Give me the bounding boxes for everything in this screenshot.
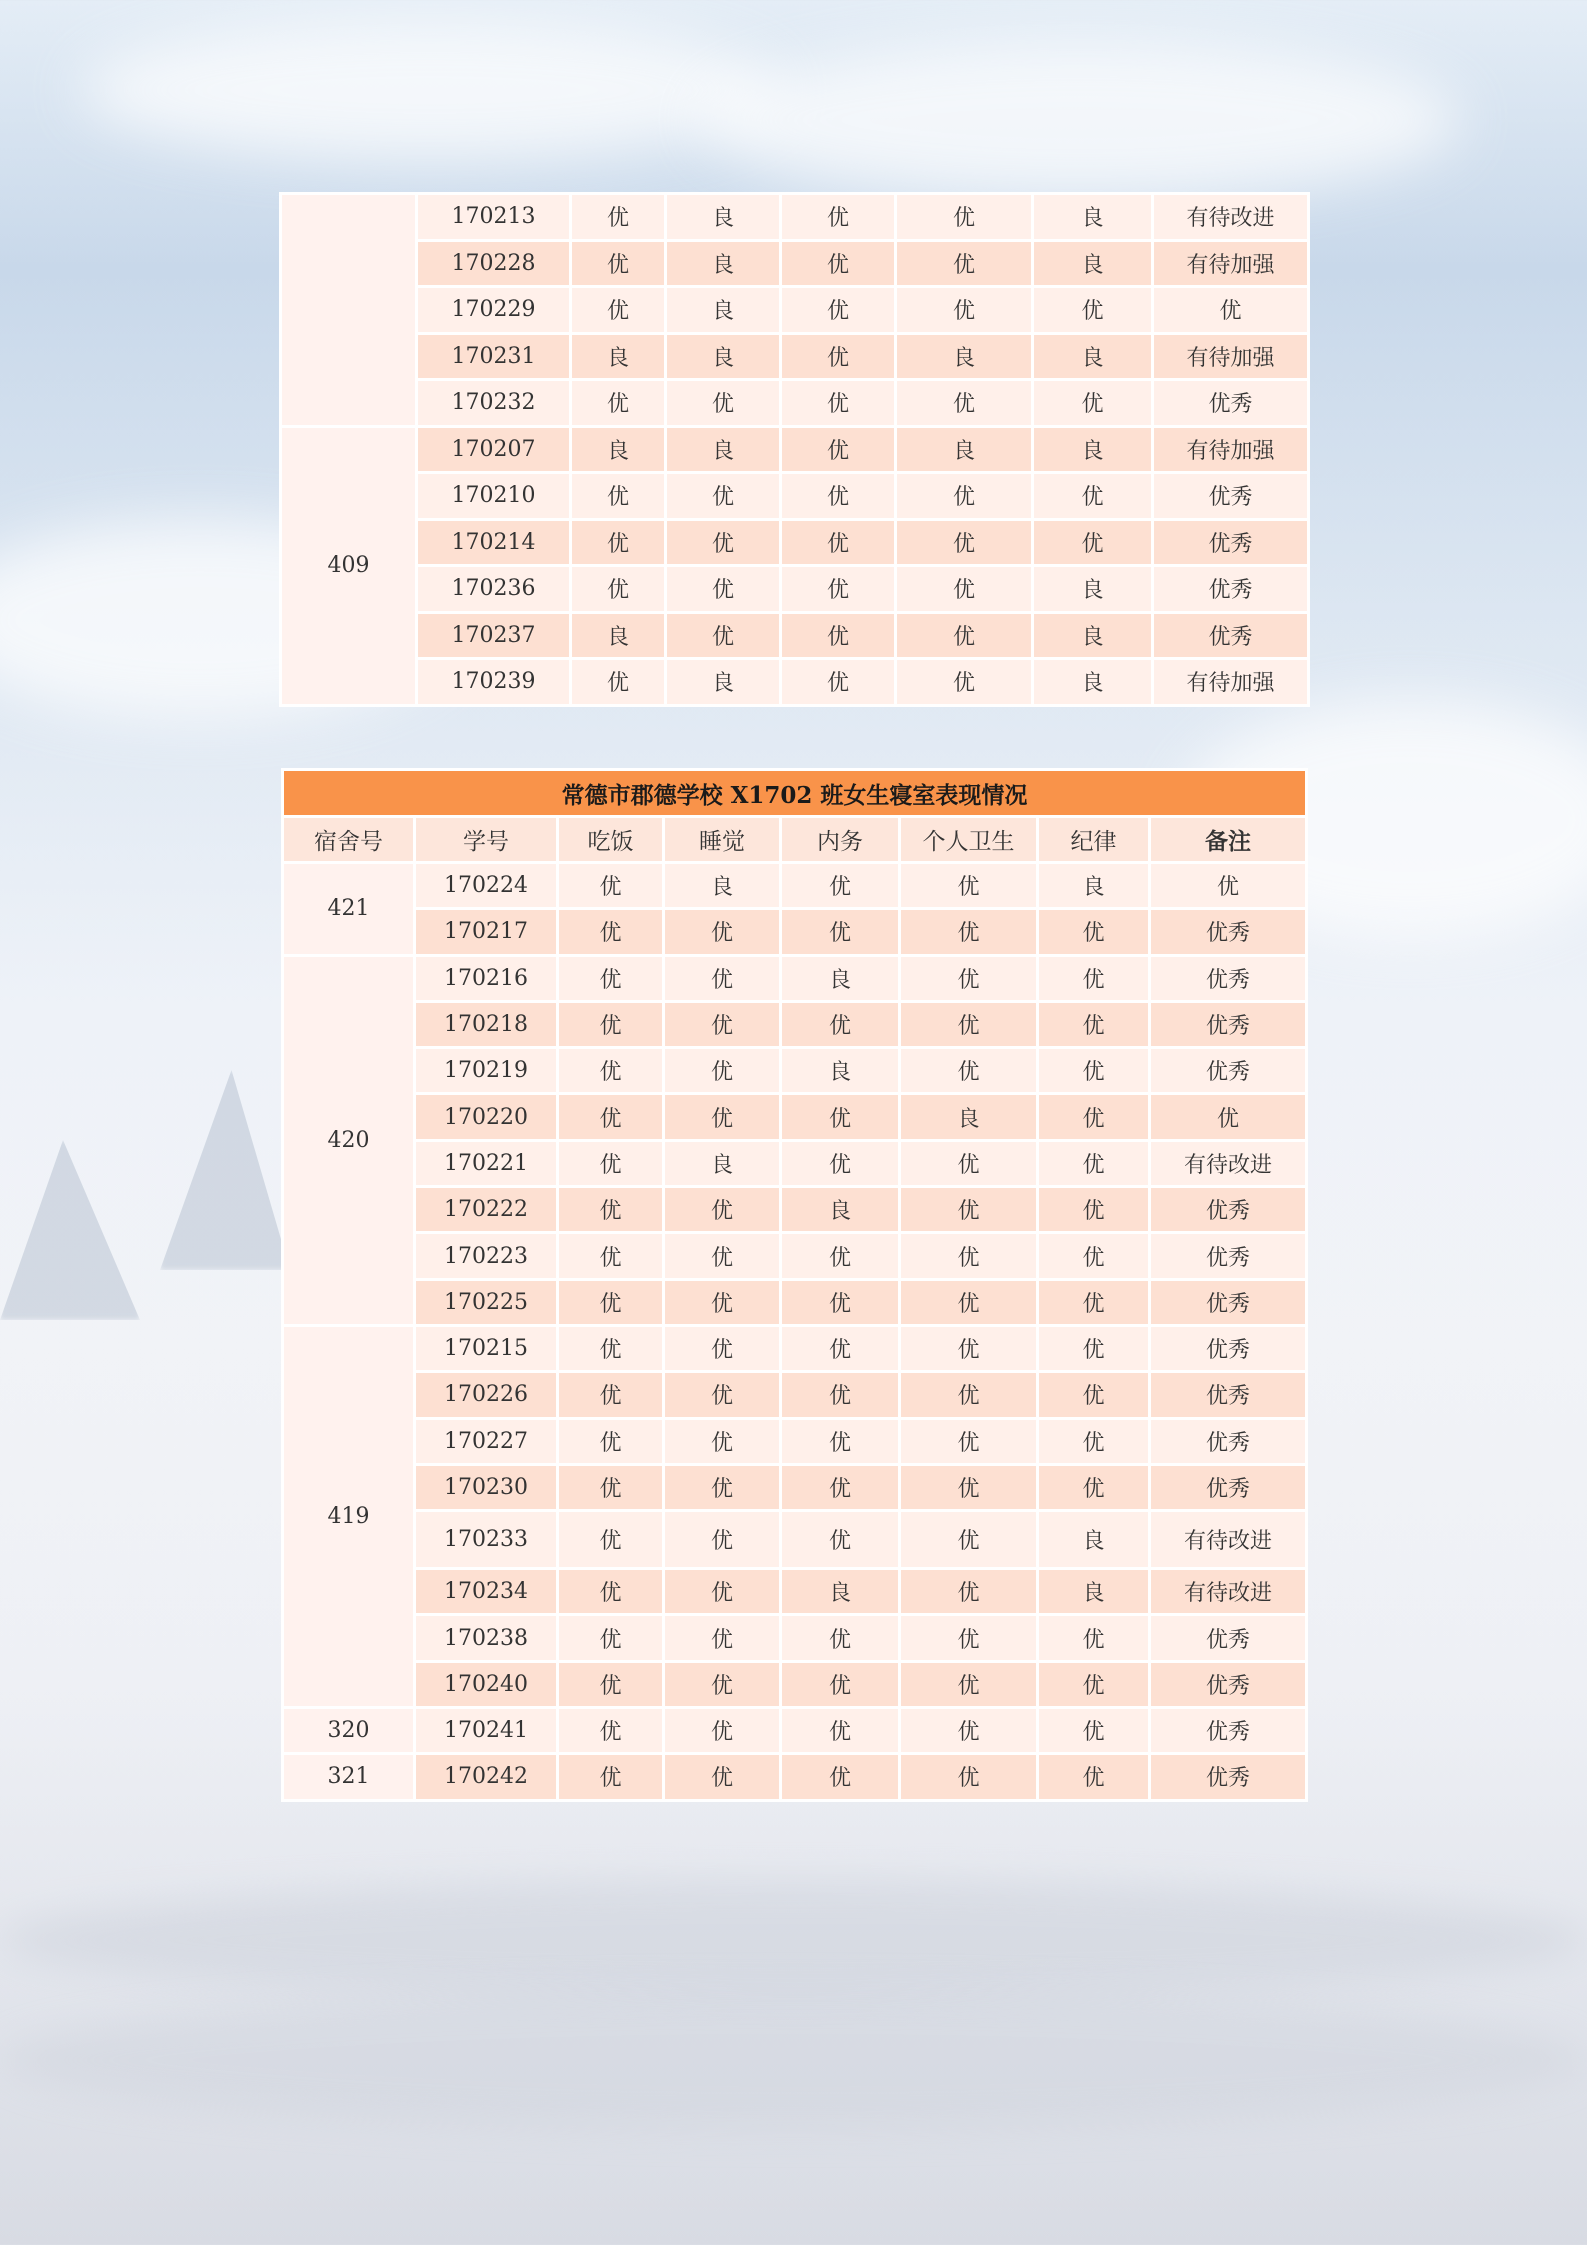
housekeeping-cell: 优 — [781, 1418, 900, 1464]
discipline-cell: 优 — [1038, 1418, 1150, 1464]
discipline-cell: 良 — [1033, 194, 1153, 241]
table-row — [283, 863, 1307, 909]
hygiene-cell: 优 — [896, 240, 1033, 287]
hygiene-cell: 优 — [900, 1615, 1038, 1661]
student-id-cell: 170234 — [415, 1569, 558, 1615]
header-hygiene: 个人卫生 — [900, 817, 1038, 863]
dorm-performance-table — [281, 768, 1308, 1802]
table-row — [281, 519, 1309, 566]
room-number-cell: 409 — [281, 426, 417, 705]
hygiene-cell: 优 — [896, 566, 1033, 613]
housekeeping-cell: 良 — [781, 1048, 900, 1094]
header-student-id: 学号 — [415, 817, 558, 863]
table-row — [283, 1325, 1307, 1371]
sleeping-cell: 优 — [664, 1464, 781, 1510]
dorm-table-continued — [279, 192, 1310, 707]
sleeping-cell: 良 — [666, 659, 781, 706]
hygiene-cell: 良 — [896, 426, 1033, 473]
sleeping-cell: 优 — [664, 1001, 781, 1047]
student-id-cell: 170239 — [417, 659, 571, 706]
hygiene-cell: 优 — [900, 1140, 1038, 1186]
discipline-cell: 良 — [1033, 426, 1153, 473]
eating-cell: 优 — [558, 1661, 664, 1707]
hygiene-cell: 优 — [896, 194, 1033, 241]
hygiene-cell: 优 — [900, 1511, 1038, 1569]
eating-cell: 优 — [571, 473, 666, 520]
remarks-cell: 优 — [1150, 863, 1307, 909]
room-number-cell: 419 — [283, 1325, 415, 1707]
header-discipline: 纪律 — [1038, 817, 1150, 863]
sleeping-cell: 优 — [664, 1661, 781, 1707]
discipline-cell: 良 — [1038, 1569, 1150, 1615]
remarks-cell: 有待改进 — [1150, 1140, 1307, 1186]
room-number-cell: 420 — [283, 955, 415, 1325]
room-number-cell: 320 — [283, 1708, 415, 1754]
table-row — [281, 426, 1309, 473]
table-row — [283, 1464, 1307, 1510]
table-row — [281, 287, 1309, 334]
hygiene-cell: 优 — [900, 1048, 1038, 1094]
eating-cell: 优 — [558, 1372, 664, 1418]
discipline-cell: 优 — [1038, 909, 1150, 955]
eating-cell: 优 — [558, 1569, 664, 1615]
student-id-cell: 170225 — [415, 1279, 558, 1325]
discipline-cell: 优 — [1033, 380, 1153, 427]
eating-cell: 优 — [571, 240, 666, 287]
eating-cell: 优 — [558, 1615, 664, 1661]
student-id-cell: 170223 — [415, 1233, 558, 1279]
sleeping-cell: 优 — [664, 1094, 781, 1140]
sleeping-cell: 优 — [664, 1233, 781, 1279]
housekeeping-cell: 优 — [781, 659, 896, 706]
discipline-cell: 优 — [1033, 473, 1153, 520]
eating-cell: 优 — [558, 1001, 664, 1047]
hygiene-cell: 优 — [900, 1708, 1038, 1754]
discipline-cell: 良 — [1033, 659, 1153, 706]
table-title-row — [283, 770, 1307, 817]
header-sleeping: 睡觉 — [664, 817, 781, 863]
sleeping-cell: 优 — [664, 1372, 781, 1418]
background-mountain — [0, 1140, 140, 1320]
eating-cell: 优 — [571, 287, 666, 334]
hygiene-cell: 优 — [900, 1233, 1038, 1279]
hygiene-cell: 优 — [900, 1279, 1038, 1325]
housekeeping-cell: 良 — [781, 1569, 900, 1615]
remarks-cell: 优秀 — [1150, 1279, 1307, 1325]
hygiene-cell: 优 — [900, 1464, 1038, 1510]
eating-cell: 优 — [558, 1418, 664, 1464]
sleeping-cell: 优 — [664, 1511, 781, 1569]
discipline-cell: 优 — [1038, 1372, 1150, 1418]
table-row — [281, 566, 1309, 613]
discipline-cell: 良 — [1033, 240, 1153, 287]
student-id-cell: 170218 — [415, 1001, 558, 1047]
housekeeping-cell: 优 — [781, 1325, 900, 1371]
table-title: 常德市郡德学校 X1702 班女生寝室表现情况 — [283, 770, 1307, 817]
student-id-cell: 170216 — [415, 955, 558, 1001]
table-row — [281, 333, 1309, 380]
discipline-cell: 优 — [1033, 519, 1153, 566]
sleeping-cell: 优 — [664, 1418, 781, 1464]
student-id-cell: 170217 — [415, 909, 558, 955]
remarks-cell: 优秀 — [1150, 1754, 1307, 1800]
discipline-cell: 良 — [1033, 566, 1153, 613]
hygiene-cell: 优 — [900, 1569, 1038, 1615]
background-mountain — [160, 1070, 290, 1270]
remarks-cell: 优 — [1150, 1094, 1307, 1140]
remarks-cell: 优秀 — [1150, 1708, 1307, 1754]
student-id-cell: 170215 — [415, 1325, 558, 1371]
eating-cell: 优 — [558, 1754, 664, 1800]
table-row — [281, 612, 1309, 659]
table-row — [283, 1048, 1307, 1094]
eating-cell: 优 — [571, 566, 666, 613]
sleeping-cell: 良 — [664, 1140, 781, 1186]
housekeeping-cell: 优 — [781, 566, 896, 613]
sleeping-cell: 优 — [664, 1187, 781, 1233]
remarks-cell: 有待改进 — [1153, 194, 1309, 241]
housekeeping-cell: 优 — [781, 287, 896, 334]
sleeping-cell: 优 — [666, 519, 781, 566]
hygiene-cell: 优 — [896, 519, 1033, 566]
room-number-cell: 421 — [283, 863, 415, 956]
table-row — [283, 1569, 1307, 1615]
sleeping-cell: 优 — [666, 612, 781, 659]
discipline-cell: 优 — [1038, 1615, 1150, 1661]
hygiene-cell: 优 — [900, 1418, 1038, 1464]
eating-cell: 良 — [571, 612, 666, 659]
student-id-cell: 170221 — [415, 1140, 558, 1186]
discipline-cell: 优 — [1038, 1464, 1150, 1510]
housekeeping-cell: 优 — [781, 1094, 900, 1140]
hygiene-cell: 优 — [900, 1661, 1038, 1707]
remarks-cell: 有待改进 — [1150, 1511, 1307, 1569]
table-row — [283, 1372, 1307, 1418]
table-row — [283, 955, 1307, 1001]
table-row — [281, 380, 1309, 427]
student-id-cell: 170237 — [417, 612, 571, 659]
remarks-cell: 优秀 — [1150, 1187, 1307, 1233]
housekeeping-cell: 优 — [781, 333, 896, 380]
sleeping-cell: 优 — [664, 1708, 781, 1754]
eating-cell: 优 — [558, 1233, 664, 1279]
eating-cell: 优 — [571, 380, 666, 427]
hygiene-cell: 优 — [896, 287, 1033, 334]
student-id-cell: 170242 — [415, 1754, 558, 1800]
student-id-cell: 170210 — [417, 473, 571, 520]
table-row — [283, 1001, 1307, 1047]
sleeping-cell: 优 — [664, 909, 781, 955]
eating-cell: 优 — [558, 1048, 664, 1094]
hygiene-cell: 优 — [900, 909, 1038, 955]
eating-cell: 优 — [558, 1325, 664, 1371]
housekeeping-cell: 优 — [781, 1001, 900, 1047]
discipline-cell: 优 — [1038, 1708, 1150, 1754]
student-id-cell: 170207 — [417, 426, 571, 473]
student-id-cell: 170220 — [415, 1094, 558, 1140]
student-id-cell: 170229 — [417, 287, 571, 334]
housekeeping-cell: 优 — [781, 1464, 900, 1510]
sleeping-cell: 优 — [664, 1754, 781, 1800]
remarks-cell: 有待加强 — [1153, 240, 1309, 287]
sleeping-cell: 优 — [666, 380, 781, 427]
sleeping-cell: 良 — [666, 287, 781, 334]
discipline-cell: 优 — [1038, 1094, 1150, 1140]
discipline-cell: 优 — [1038, 1048, 1150, 1094]
table-row — [283, 1661, 1307, 1707]
student-id-cell: 170230 — [415, 1464, 558, 1510]
eating-cell: 优 — [571, 519, 666, 566]
remarks-cell: 优秀 — [1150, 1372, 1307, 1418]
eating-cell: 优 — [558, 1464, 664, 1510]
housekeeping-cell: 优 — [781, 1511, 900, 1569]
hygiene-cell: 优 — [900, 1187, 1038, 1233]
remarks-cell: 有待加强 — [1153, 333, 1309, 380]
table-row — [281, 473, 1309, 520]
table-row — [283, 1418, 1307, 1464]
sleeping-cell: 优 — [664, 955, 781, 1001]
hygiene-cell: 优 — [896, 473, 1033, 520]
housekeeping-cell: 优 — [781, 240, 896, 287]
header-housekeeping: 内务 — [781, 817, 900, 863]
housekeeping-cell: 优 — [781, 1615, 900, 1661]
table-row — [283, 1140, 1307, 1186]
eating-cell: 优 — [571, 659, 666, 706]
student-id-cell: 170241 — [415, 1708, 558, 1754]
hygiene-cell: 优 — [900, 863, 1038, 909]
discipline-cell: 优 — [1038, 1279, 1150, 1325]
remarks-cell: 有待加强 — [1153, 426, 1309, 473]
hygiene-cell: 优 — [900, 1372, 1038, 1418]
eating-cell: 优 — [558, 1511, 664, 1569]
remarks-cell: 优秀 — [1153, 566, 1309, 613]
housekeeping-cell: 优 — [781, 1661, 900, 1707]
student-id-cell: 170238 — [415, 1615, 558, 1661]
discipline-cell: 良 — [1038, 1511, 1150, 1569]
eating-cell: 优 — [558, 1140, 664, 1186]
sleeping-cell: 良 — [664, 863, 781, 909]
hygiene-cell: 优 — [900, 955, 1038, 1001]
remarks-cell: 优秀 — [1150, 1615, 1307, 1661]
student-id-cell: 170219 — [415, 1048, 558, 1094]
remarks-cell: 优秀 — [1153, 380, 1309, 427]
housekeeping-cell: 优 — [781, 863, 900, 909]
hygiene-cell: 优 — [896, 612, 1033, 659]
remarks-cell: 优秀 — [1150, 1325, 1307, 1371]
discipline-cell: 良 — [1033, 612, 1153, 659]
sleeping-cell: 优 — [666, 473, 781, 520]
housekeeping-cell: 良 — [781, 1187, 900, 1233]
remarks-cell: 优秀 — [1153, 612, 1309, 659]
housekeeping-cell: 优 — [781, 1140, 900, 1186]
remarks-cell: 优秀 — [1150, 909, 1307, 955]
remarks-cell: 优秀 — [1150, 955, 1307, 1001]
remarks-cell: 有待改进 — [1150, 1569, 1307, 1615]
student-id-cell: 170232 — [417, 380, 571, 427]
discipline-cell: 优 — [1038, 955, 1150, 1001]
housekeeping-cell: 优 — [781, 1372, 900, 1418]
housekeeping-cell: 优 — [781, 1279, 900, 1325]
hygiene-cell: 优 — [896, 659, 1033, 706]
header-remarks: 备注 — [1150, 817, 1307, 863]
table-row — [281, 240, 1309, 287]
room-number-cell — [281, 194, 417, 427]
discipline-cell: 良 — [1038, 863, 1150, 909]
hygiene-cell: 优 — [900, 1001, 1038, 1047]
discipline-cell: 优 — [1038, 1140, 1150, 1186]
housekeeping-cell: 优 — [781, 380, 896, 427]
remarks-cell: 优秀 — [1150, 1418, 1307, 1464]
table-header-row — [283, 817, 1307, 863]
student-id-cell: 170214 — [417, 519, 571, 566]
student-id-cell: 170233 — [415, 1511, 558, 1569]
sleeping-cell: 优 — [666, 566, 781, 613]
housekeeping-cell: 优 — [781, 1754, 900, 1800]
eating-cell: 优 — [558, 909, 664, 955]
eating-cell: 优 — [558, 1187, 664, 1233]
hygiene-cell: 良 — [900, 1094, 1038, 1140]
sleeping-cell: 良 — [666, 426, 781, 473]
student-id-cell: 170213 — [417, 194, 571, 241]
remarks-cell: 优秀 — [1150, 1048, 1307, 1094]
table-row — [281, 194, 1309, 241]
remarks-cell: 优秀 — [1153, 519, 1309, 566]
sleeping-cell: 优 — [664, 1569, 781, 1615]
sleeping-cell: 良 — [666, 194, 781, 241]
housekeeping-cell: 优 — [781, 519, 896, 566]
discipline-cell: 良 — [1033, 333, 1153, 380]
student-id-cell: 170226 — [415, 1372, 558, 1418]
background-cloud — [700, 40, 1460, 200]
eating-cell: 优 — [558, 955, 664, 1001]
eating-cell: 优 — [558, 863, 664, 909]
table-row — [283, 1233, 1307, 1279]
housekeeping-cell: 优 — [781, 426, 896, 473]
table-row — [283, 1511, 1307, 1569]
table-row — [283, 909, 1307, 955]
table-row — [283, 1708, 1307, 1754]
student-id-cell: 170228 — [417, 240, 571, 287]
housekeeping-cell: 良 — [781, 955, 900, 1001]
remarks-cell: 优 — [1153, 287, 1309, 334]
background-fog — [0, 1880, 1587, 2000]
sleeping-cell: 良 — [666, 240, 781, 287]
housekeeping-cell: 优 — [781, 909, 900, 955]
eating-cell: 优 — [571, 194, 666, 241]
student-id-cell: 170240 — [415, 1661, 558, 1707]
housekeeping-cell: 优 — [781, 1233, 900, 1279]
discipline-cell: 优 — [1038, 1325, 1150, 1371]
discipline-cell: 优 — [1038, 1754, 1150, 1800]
background-fog — [0, 1990, 1587, 2130]
eating-cell: 优 — [558, 1279, 664, 1325]
table-row — [283, 1615, 1307, 1661]
sleeping-cell: 优 — [664, 1615, 781, 1661]
hygiene-cell: 良 — [896, 333, 1033, 380]
discipline-cell: 优 — [1038, 1233, 1150, 1279]
eating-cell: 良 — [571, 333, 666, 380]
housekeeping-cell: 优 — [781, 1708, 900, 1754]
student-id-cell: 170227 — [415, 1418, 558, 1464]
eating-cell: 良 — [571, 426, 666, 473]
background-cloud — [80, 20, 780, 160]
discipline-cell: 优 — [1033, 287, 1153, 334]
housekeeping-cell: 优 — [781, 612, 896, 659]
student-id-cell: 170224 — [415, 863, 558, 909]
remarks-cell: 有待加强 — [1153, 659, 1309, 706]
sleeping-cell: 优 — [664, 1048, 781, 1094]
remarks-cell: 优秀 — [1150, 1464, 1307, 1510]
discipline-cell: 优 — [1038, 1187, 1150, 1233]
room-number-cell: 321 — [283, 1754, 415, 1800]
student-id-cell: 170236 — [417, 566, 571, 613]
discipline-cell: 优 — [1038, 1661, 1150, 1707]
table-row — [283, 1754, 1307, 1800]
header-eating: 吃饭 — [558, 817, 664, 863]
remarks-cell: 优秀 — [1153, 473, 1309, 520]
hygiene-cell: 优 — [896, 380, 1033, 427]
eating-cell: 优 — [558, 1708, 664, 1754]
sleeping-cell: 良 — [666, 333, 781, 380]
table-row — [283, 1094, 1307, 1140]
sleeping-cell: 优 — [664, 1279, 781, 1325]
discipline-cell: 优 — [1038, 1001, 1150, 1047]
remarks-cell: 优秀 — [1150, 1001, 1307, 1047]
remarks-cell: 优秀 — [1150, 1233, 1307, 1279]
housekeeping-cell: 优 — [781, 194, 896, 241]
hygiene-cell: 优 — [900, 1754, 1038, 1800]
eating-cell: 优 — [558, 1094, 664, 1140]
remarks-cell: 优秀 — [1150, 1661, 1307, 1707]
sleeping-cell: 优 — [664, 1325, 781, 1371]
student-id-cell: 170231 — [417, 333, 571, 380]
table-row — [281, 659, 1309, 706]
hygiene-cell: 优 — [900, 1325, 1038, 1371]
table-row — [283, 1279, 1307, 1325]
housekeeping-cell: 优 — [781, 473, 896, 520]
student-id-cell: 170222 — [415, 1187, 558, 1233]
header-room: 宿舍号 — [283, 817, 415, 863]
table-row — [283, 1187, 1307, 1233]
